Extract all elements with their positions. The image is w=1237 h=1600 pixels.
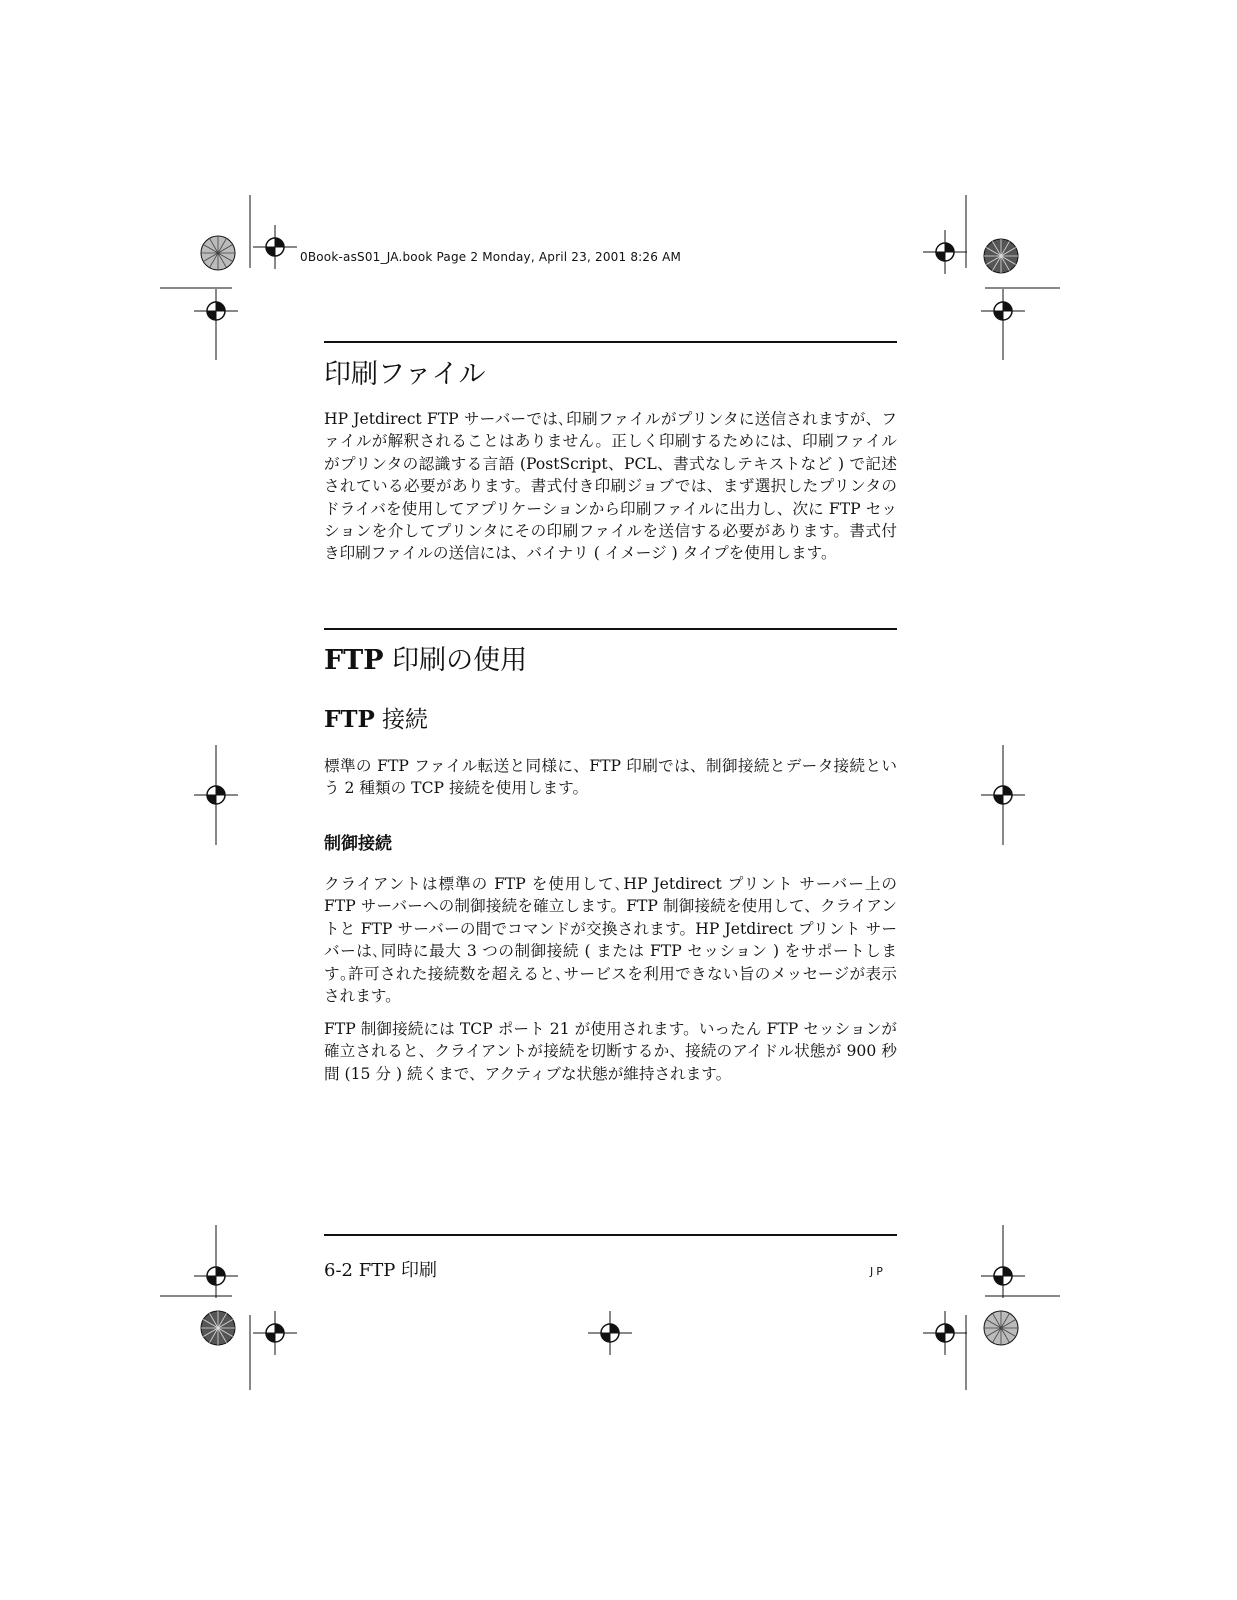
section-rule <box>324 628 897 630</box>
control-connection-paragraph-1: クライアントは標準の FTP を使用して､HP Jetdirect プリント サーバー上の FTP サーバーへの制御接続を確立します。FTP 制御接続を使用して、クライアントと FTP サーバーの間でコマンドが交換されます。HP Jetdirect プリント サーバーは､同時に最大 3 つの制御接続 ( または FTP セッション ) をサポートします｡許可された接続数を超えると､サービスを利用できない旨のメッセージが表示されます。 <box>324 875 897 1006</box>
heading-text-part: 印刷の使用 <box>383 645 528 676</box>
heading-bold-part: FTP <box>324 645 384 676</box>
subheading-text-part: 接続 <box>374 707 429 733</box>
section-rule <box>324 341 897 343</box>
footer-page-label: 6-2 FTP 印刷 <box>324 1260 438 1281</box>
ftp-connection-intro: 標準の FTP ファイル転送と同様に、FTP 印刷では、制御接続とデータ接続という 2 種類の TCP 接続を使用します。 <box>324 757 897 798</box>
print-slug: 0Book-asS01_JA.book Page 2 Monday, April 23, 2001 8:26 AM <box>300 250 682 264</box>
subheading-ftp-connection <box>324 705 428 735</box>
section-heading-ftp-printing <box>324 644 527 678</box>
section-heading-print-file: 印刷ファイル <box>324 359 486 390</box>
control-connection-paragraph-2: FTP 制御接続には TCP ポート 21 が使用されます。いったん FTP セッションが確立されると、クライアントが接続を切断するか、接続のアイドル状態が 900 秒間 (15 分 ) 続くまで、アクティブな状態が維持されます。 <box>324 1020 897 1083</box>
subheading-bold-part: FTP <box>324 706 375 733</box>
footer-language: JP <box>870 1265 886 1278</box>
footer-rule <box>324 1234 897 1236</box>
print-file-paragraph: HP Jetdirect FTP サーバーでは､印刷ファイルがプリンタに送信されますが、ファイルが解釈されることはありません。正しく印刷するためには、印刷ファイルがプリンタの認識する言語 (PostScript、PCL、書式なしテキストなど ) で記述されている必要があります。書式付き印刷ジョブでは、まず選択したプリンタのドライバを使用してアプリケーションから印刷ファイルに出力し、次に FTP セッションを介してプリンタにその印刷ファイルを送信する必要があります。書式付き印刷ファイルの送信には、バイナリ ( イメージ ) タイプを使用します。 <box>324 410 897 563</box>
subsubheading-control-connection: 制御接続 <box>324 834 392 854</box>
